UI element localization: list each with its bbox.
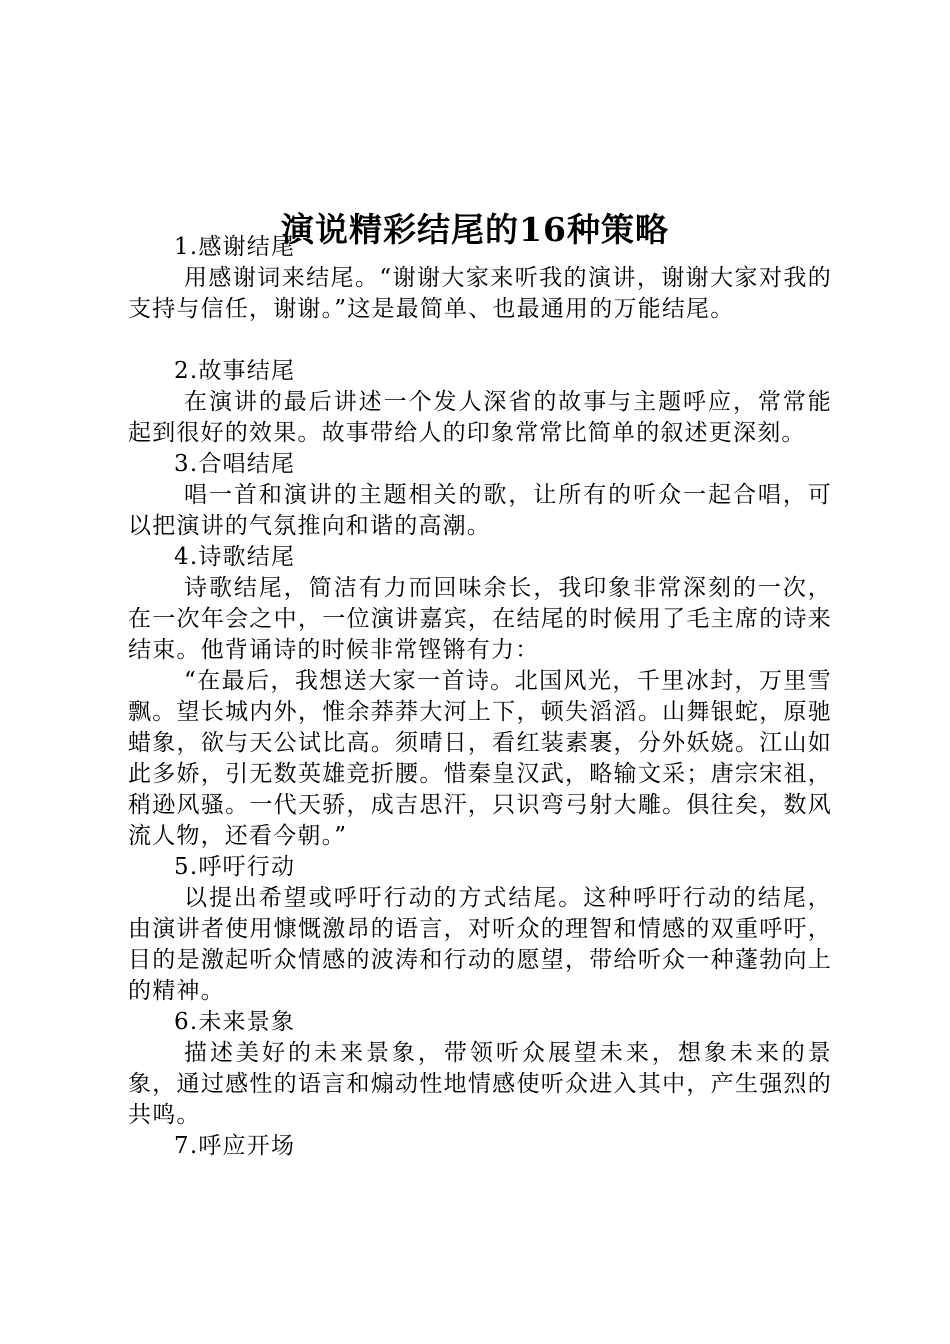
section-heading-7: 7.呼应开场 xyxy=(174,1133,296,1159)
section-heading-3: 3.合唱结尾 xyxy=(174,451,296,477)
section-paragraph-4: 诗歌结尾，简洁有力而回味余长，我印象非常深刻的一次，在一次年会之中，一位演讲嘉宾，在结尾的时候用了毛主席的诗来结束。他背诵诗的时候非常铿锵有力： xyxy=(128,575,832,663)
section-paragraph-6: 描述美好的未来景象，带领听众展望未来，想象未来的景象，通过感性的语言和煽动性地情感使听众进入其中，产生强烈的共鸣。 xyxy=(128,1040,832,1128)
section-paragraph-2: 在演讲的最后讲述一个发人深省的故事与主题呼应，常常能起到很好的效果。故事带给人的印象常常比简单的叙述更深刻。 xyxy=(128,389,832,446)
document-body xyxy=(128,232,832,1162)
section-heading-6: 6.未来景象 xyxy=(174,1009,296,1035)
page-title: 演说精彩结尾的16种策略 xyxy=(281,210,669,250)
section-heading-2: 2.故事结尾 xyxy=(174,358,296,384)
section-heading-1: 1.感谢结尾 xyxy=(174,234,296,260)
poem-quote-paragraph: “在最后，我想送大家一首诗。北国风光，千里冰封，万里雪飘。望长城内外，惟余莽莽大河上下，顿失滔滔。山舞银蛇，原驰蜡象，欲与天公试比高。须晴日，看红装素裹，分外妖娆。江山如此多娇，引无数英雄竞折腰。惜秦皇汉武，略输文采；唐宗宋祖，稍逊风骚。一代天骄，成吉思汗，只识弯弓射大雕。俱往矣，数风流人物，还看今朝。” xyxy=(128,668,832,849)
section-paragraph-5: 以提出希望或呼吁行动的方式结尾。这种呼吁行动的结尾，由演讲者使用慷慨激昂的语言，对听众的理智和情感的双重呼吁，目的是激起听众情感的波涛和行动的愿望，带给听众一种蓬勃向上的精神。 xyxy=(128,885,832,1004)
section-paragraph-3: 唱一首和演讲的主题相关的歌，让所有的听众一起合唱，可以把演讲的气氛推向和谐的高潮。 xyxy=(128,482,832,539)
paragraph-spacer xyxy=(128,325,832,356)
section-heading-5: 5.呼吁行动 xyxy=(174,854,296,880)
section-heading-4: 4.诗歌结尾 xyxy=(174,544,296,570)
section-paragraph-1: 用感谢词来结尾。“谢谢大家来听我的演讲，谢谢大家对我的支持与信任，谢谢。”这是最简单、也最通用的万能结尾。 xyxy=(128,265,832,322)
